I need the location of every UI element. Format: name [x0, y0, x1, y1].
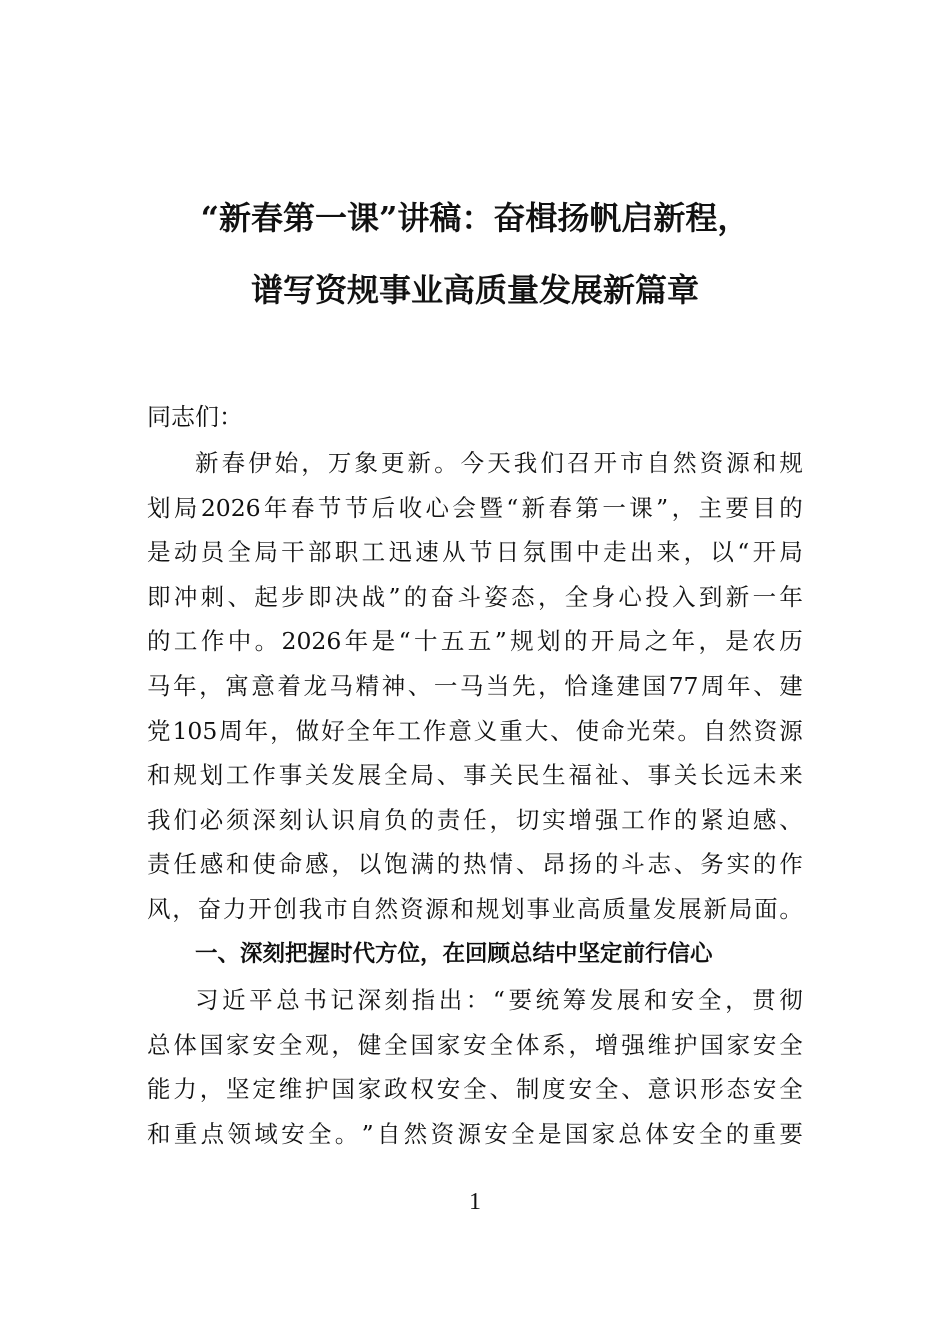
paragraph-line: 和 规 划 工 作 事 关 发 展 全 局 、 事 关 民 生 福 祉 、 事 关 长 远 未 来	[147, 761, 803, 790]
paragraph-line: 的 工 作 中 。 2026 年 是 “ 十 五 五 ” 规 划 的 开 局 之 年 ， 是 农 历	[147, 627, 803, 656]
paragraph-line: 党 105 周 年 ， 做 好 全 年 工 作 意 义 重 大 、 使 命 光 荣 。 自 然 资 源	[147, 716, 803, 745]
paragraph-line: 马 年 ， 寓 意 着 龙 马 精 神 、 一 马 当 先 ， 恰 逢 建 国 77 周 年 、 建	[147, 672, 803, 700]
paragraph-line: 划 局 2026 年 春 节 节 后 收 心 会 暨 “ 新 春 第 一 课 ” ， 主 要 目 的	[147, 493, 803, 522]
paragraph-line: 新 春 伊 始 ， 万 象 更 新 。 今 天 我 们 召 开 市 自 然 资 源 和 规	[195, 449, 803, 477]
paragraph-line: 习 近 平 总 书 记 深 刻 指 出 ： “ 要 统 筹 发 展 和 安 全 ， 贯 彻	[195, 986, 803, 1014]
paragraph-line: 能 力 ， 坚 定 维 护 国 家 政 权 安 全 、 制 度 安 全 、 意 识 形 态 安 全	[147, 1075, 803, 1104]
page-number: 1	[469, 1189, 481, 1215]
paragraph-line: 责 任 感 和 使 命 感 ， 以 饱 满 的 热 情 、 昂 扬 的 斗 志 、 务 实 的 作	[147, 850, 803, 879]
paragraph-line: 风 ， 奋 力 开 创 我 市 自 然 资 源 和 规 划 事 业 高 质 量 发 展 新 局 面 。	[147, 895, 803, 923]
document-title-line-2: 谱写资规事业高质量发展新篇章	[250, 271, 699, 309]
paragraph-line: 我 们 必 须 深 刻 认 识 肩 负 的 责 任 ， 切 实 增 强 工 作 的 紧 迫 感 、	[147, 805, 803, 834]
paragraph-line: 是 动 员 全 局 干 部 职 工 迅 速 从 节 日 氛 围 中 走 出 来 ， 以 “ 开 局	[147, 538, 803, 567]
paragraph-line: 即 冲 刺 、 起 步 即 决 战 ” 的 奋 斗 姿 态 ， 全 身 心 投 入 到 新 一 年	[147, 582, 803, 611]
paragraph-line: 和 重 点 领 域 安 全 。 ” 自 然 资 源 安 全 是 国 家 总 体 安 全 的 重 要	[147, 1119, 803, 1148]
section-heading-1: 一、深刻把握时代方位，在回顾总结中坚定前行信心	[195, 941, 713, 967]
paragraph-line: 总 体 国 家 安 全 观 ， 健 全 国 家 安 全 体 系 ， 增 强 维 护 国 家 安 全	[147, 1030, 803, 1059]
salutation: 同志们：	[147, 403, 243, 431]
document-title-line-1: “新春第一课”讲稿：奋楫扬帆启新程，	[200, 199, 750, 237]
